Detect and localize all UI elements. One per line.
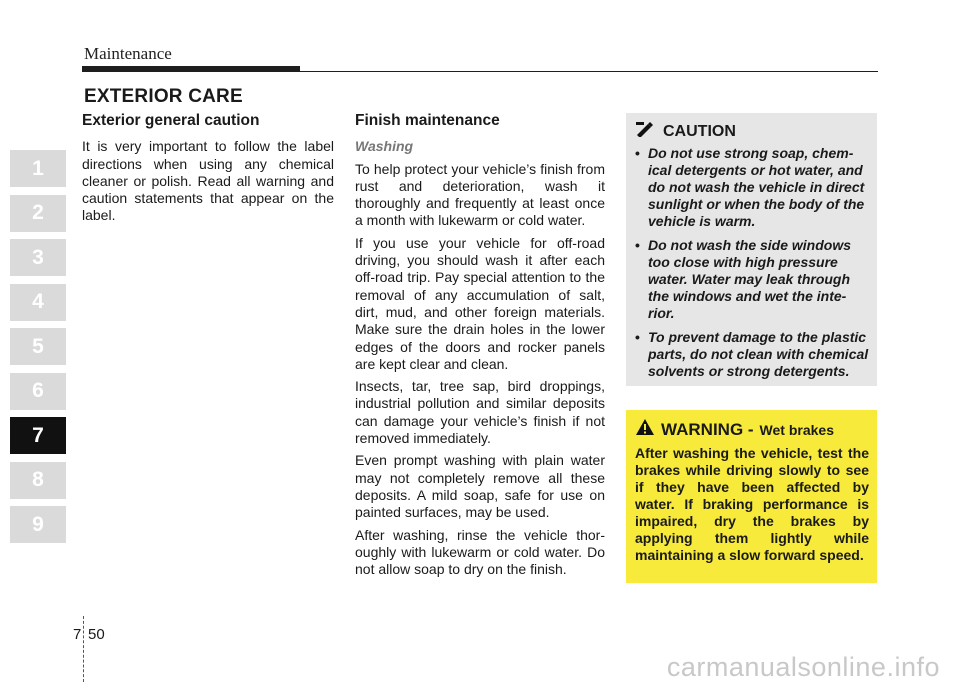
chapter-tab-7[interactable]: 7 (10, 417, 66, 454)
running-header: Maintenance (84, 44, 172, 63)
chapter-tabs (10, 150, 66, 551)
section-title: EXTERIOR CARE (84, 86, 243, 107)
chapter-tab-1[interactable]: 1 (10, 150, 66, 187)
warning-triangle-icon (635, 418, 655, 441)
watermark: carmanualsonline.info (666, 652, 940, 682)
chapter-tab-2[interactable]: 2 (10, 195, 66, 232)
washing-paragraph: To help protect your vehicle’s finish from rust and deterioration, wash it thoroughly and frequently at least once a month with lukewarm or cold water. (355, 160, 605, 229)
caution-list (635, 145, 869, 380)
exterior-caution-column (82, 112, 334, 230)
chapter-tab-6[interactable]: 6 (10, 373, 66, 410)
washing-paragraph: Insects, tar, tree sap, bird droppings, industrial pollution and similar deposits can damage your vehicle’s finish if not removed immediately. (355, 378, 605, 447)
warning-title-row (635, 418, 869, 441)
caution-title-row (635, 121, 869, 142)
finish-maintenance-column (355, 112, 605, 583)
warning-text: After washing the vehicle, test the brakes while driving slowly to see if they have been affected by water. If braking performance is impaired, dry the brakes by applying them lightly while maintaining a slow forward speed. (635, 445, 869, 563)
washing-subheading: Washing (355, 138, 414, 155)
warning-box (626, 410, 877, 583)
washing-paragraph: If you use your vehicle for off-road driving, you should wash it after each off-road trip. Pay special attention to the removal of any accumulation of salt, dirt, mud, and other foreign materials. Make sure the drain holes in the lower edges of the doors and rocker panels are kept clear and clean. (355, 234, 605, 372)
caution-item: • Do not wash the side windows too close with high pressure water. Water may leak through the windows and wet the inte- rior. (635, 237, 869, 322)
warning-subtitle: Wet brakes (759, 421, 834, 438)
chapter-tab-9[interactable]: 9 (10, 506, 66, 543)
exterior-caution-heading: Exterior general caution (82, 112, 260, 129)
chapter-tab-8[interactable]: 8 (10, 462, 66, 499)
warning-title: WARNING - (661, 419, 754, 439)
washing-paragraph: After washing, rinse the vehicle thor- oughly with lukewarm or cold water. Do not allow soap to dry on the finish. (355, 526, 605, 578)
caution-item: • Do not use strong soap, chem- ical detergents or hot water, and do not wash the vehicle in direct sunlight or when the body of the vehicle is warm. (635, 145, 869, 230)
footer-page-number: 50 (88, 626, 105, 643)
pencil-icon (635, 121, 655, 142)
chapter-tab-4[interactable]: 4 (10, 284, 66, 321)
chapter-tab-3[interactable]: 3 (10, 239, 66, 276)
header-rule-thick (82, 66, 300, 72)
footer-divider (83, 616, 84, 682)
header-rule-thin (300, 71, 878, 72)
finish-maintenance-heading: Finish maintenance (355, 112, 500, 129)
caution-title: CAUTION (663, 122, 736, 140)
washing-paragraph: Even prompt washing with plain water may not completely remove all these deposits. A mild soap, safe for use on painted surfaces, may be used. (355, 452, 605, 521)
caution-item: • To prevent damage to the plastic parts, do not clean with chemical solvents or strong detergents. (635, 329, 869, 380)
chapter-tab-5[interactable]: 5 (10, 328, 66, 365)
footer-chapter-number: 7 (73, 626, 82, 643)
exterior-caution-text: It is very important to follow the label directions when using any chemical cleaner or polish. Read all warning and caution statements that appear on the label. (82, 138, 334, 224)
caution-box (626, 113, 877, 386)
